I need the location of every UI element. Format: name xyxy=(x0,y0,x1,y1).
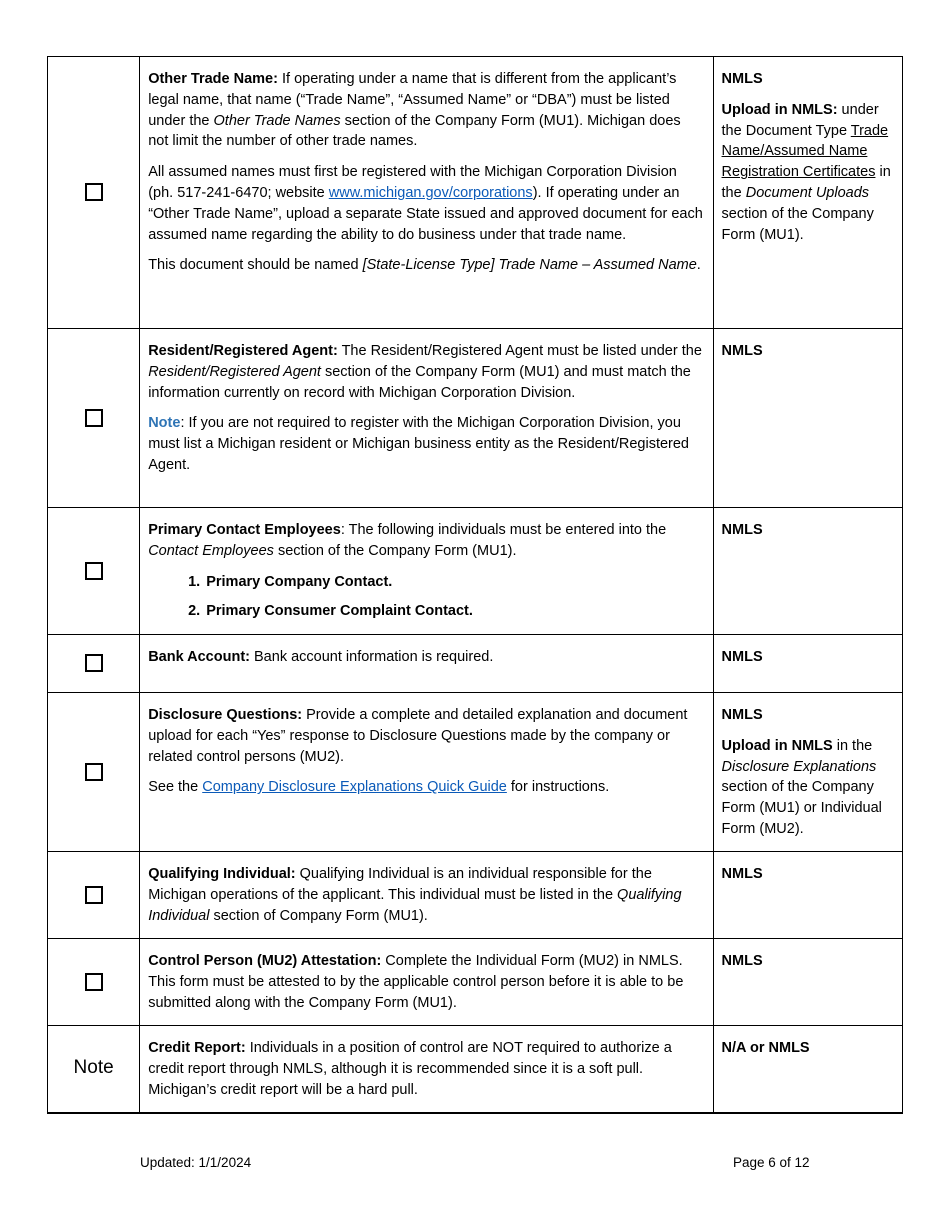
table-row-credit-report xyxy=(48,1026,903,1113)
footer-updated-date: Updated: 1/1/2024 xyxy=(140,1155,252,1170)
description-cell xyxy=(140,635,713,693)
check-cell xyxy=(48,852,140,939)
where-heading: N/A or NMLS xyxy=(721,1040,810,1056)
description-cell xyxy=(140,508,713,635)
note-label: Note xyxy=(148,415,181,432)
description-cell xyxy=(140,1026,713,1113)
footer-page-number: Page 6 of 12 xyxy=(733,1155,810,1170)
registered-agent-paragraph: Resident/Registered Agent: The Resident/Registered Agent must be listed under the Resident/Registered Agent section of the Company Form (MU1) and must match the information currently on record with Michigan Corporation Division. xyxy=(148,343,702,401)
requirements-checklist-table xyxy=(47,56,903,1114)
checkbox-control-person-attestation[interactable] xyxy=(85,973,103,991)
table-row-control-person-attestation xyxy=(48,939,903,1026)
table-row-qualifying-individual xyxy=(48,852,903,939)
table-row-bank-account xyxy=(48,635,903,693)
upload-instructions: Upload in NMLS in the Disclosure Explanations section of the Company Form (MU1) or Individual Form (MU2). xyxy=(721,737,882,837)
checkbox-other-trade-name[interactable] xyxy=(85,183,103,201)
trade-name-paragraph-2: All assumed names must first be registered with the Michigan Corporation Division (ph. 517-241-6470; website www.michigan.gov/corporations). If operating under an “Other Trade Name”, upload a separate State issued and approved document for each assumed name regarding the ability to do business under that trade name. xyxy=(148,164,703,243)
where-cell xyxy=(713,939,902,1026)
where-heading: NMLS xyxy=(721,71,763,87)
table-row-other-trade-name xyxy=(48,57,903,329)
checkbox-registered-agent[interactable] xyxy=(85,409,103,427)
where-cell xyxy=(713,508,902,635)
description-cell xyxy=(140,852,713,939)
check-cell xyxy=(48,508,140,635)
bank-account-paragraph: Bank Account: Bank account information is required. xyxy=(148,649,494,665)
note-marker-label: Note xyxy=(73,1056,114,1078)
where-cell xyxy=(713,57,902,329)
disclosure-paragraph-2: See the Company Disclosure Explanations Quick Guide for instructions. xyxy=(148,779,610,796)
where-heading: NMLS xyxy=(721,522,763,538)
contact-employees-paragraph: Primary Contact Employees: The following individuals must be entered into the Contact Employees section of the Company Form (MU1). xyxy=(148,522,667,559)
where-cell xyxy=(713,635,902,693)
where-cell xyxy=(713,329,902,508)
where-cell xyxy=(713,693,902,852)
where-heading: NMLS xyxy=(721,343,763,359)
table-row-disclosure-questions xyxy=(48,693,903,852)
where-cell xyxy=(713,852,902,939)
where-heading: NMLS xyxy=(721,953,763,969)
where-cell xyxy=(713,1026,902,1113)
qualifying-individual-paragraph: Qualifying Individual: Qualifying Individual is an individual responsible for the Michigan operations of the applicant. This individual must be listed in the Qualifying Individual section of Company Form (MU1). xyxy=(148,866,682,924)
marker-cell xyxy=(48,1026,140,1113)
disclosure-paragraph-1: Disclosure Questions: Provide a complete and detailed explanation and document upload for each “Yes” response to Disclosure Questions made by the company or related control persons (MU2). xyxy=(148,707,688,765)
disclosure-quick-guide-link[interactable]: Company Disclosure Explanations Quick Guide xyxy=(202,779,507,796)
trade-name-paragraph-1: Other Trade Name: If operating under a name that is different from the applicant’s legal name, that name (“Trade Name”, “Assumed Name” or “DBA”) must be listed under the Other Trade Names section of the Company Form (MU1). Michigan does not limit the number of other trade names. xyxy=(148,71,681,150)
description-cell xyxy=(140,693,713,852)
control-person-paragraph: Control Person (MU2) Attestation: Complete the Individual Form (MU2) in NMLS. This form must be attested to by the applicable control person before it is able to be submitted along with the Company Form (MU1). xyxy=(148,953,684,1011)
where-heading: NMLS xyxy=(721,649,763,665)
list-item: 1. Primary Company Contact. xyxy=(204,572,704,593)
list-item: 2. Primary Consumer Complaint Contact. xyxy=(204,601,704,622)
table-row-registered-agent xyxy=(48,329,903,508)
description-cell xyxy=(140,57,713,329)
registered-agent-note: Note: If you are not required to register with the Michigan Corporation Division, you must list a Michigan resident or Michigan business entity as the Resident/Registered Agent. xyxy=(148,415,689,473)
trade-name-paragraph-3: This document should be named [State-License Type] Trade Name – Assumed Name. xyxy=(148,257,701,274)
check-cell xyxy=(48,693,140,852)
corporations-website-link[interactable]: www.michigan.gov/corporations xyxy=(328,184,533,201)
where-heading: NMLS xyxy=(721,707,763,723)
upload-instructions: Upload in NMLS: under the Document Type Trade Name/Assumed Name Registration Certificates in the Document Uploads section of the Company Form (MU1). xyxy=(721,101,891,243)
credit-report-paragraph: Credit Report: Individuals in a position of control are NOT required to authorize a credit report through NMLS, although it is recommended since it is a soft pull. Michigan’s credit report will be a hard pull. xyxy=(148,1040,672,1098)
checkbox-bank-account[interactable] xyxy=(85,654,103,672)
contact-list xyxy=(148,572,704,623)
checkbox-qualifying-individual[interactable] xyxy=(85,886,103,904)
where-heading: NMLS xyxy=(721,866,763,882)
check-cell xyxy=(48,635,140,693)
checkbox-disclosure-questions[interactable] xyxy=(85,763,103,781)
check-cell xyxy=(48,57,140,329)
check-cell xyxy=(48,939,140,1026)
description-cell xyxy=(140,939,713,1026)
checkbox-contact-employees[interactable] xyxy=(85,562,103,580)
table-row-contact-employees xyxy=(48,508,903,635)
description-cell xyxy=(140,329,713,508)
check-cell xyxy=(48,329,140,508)
